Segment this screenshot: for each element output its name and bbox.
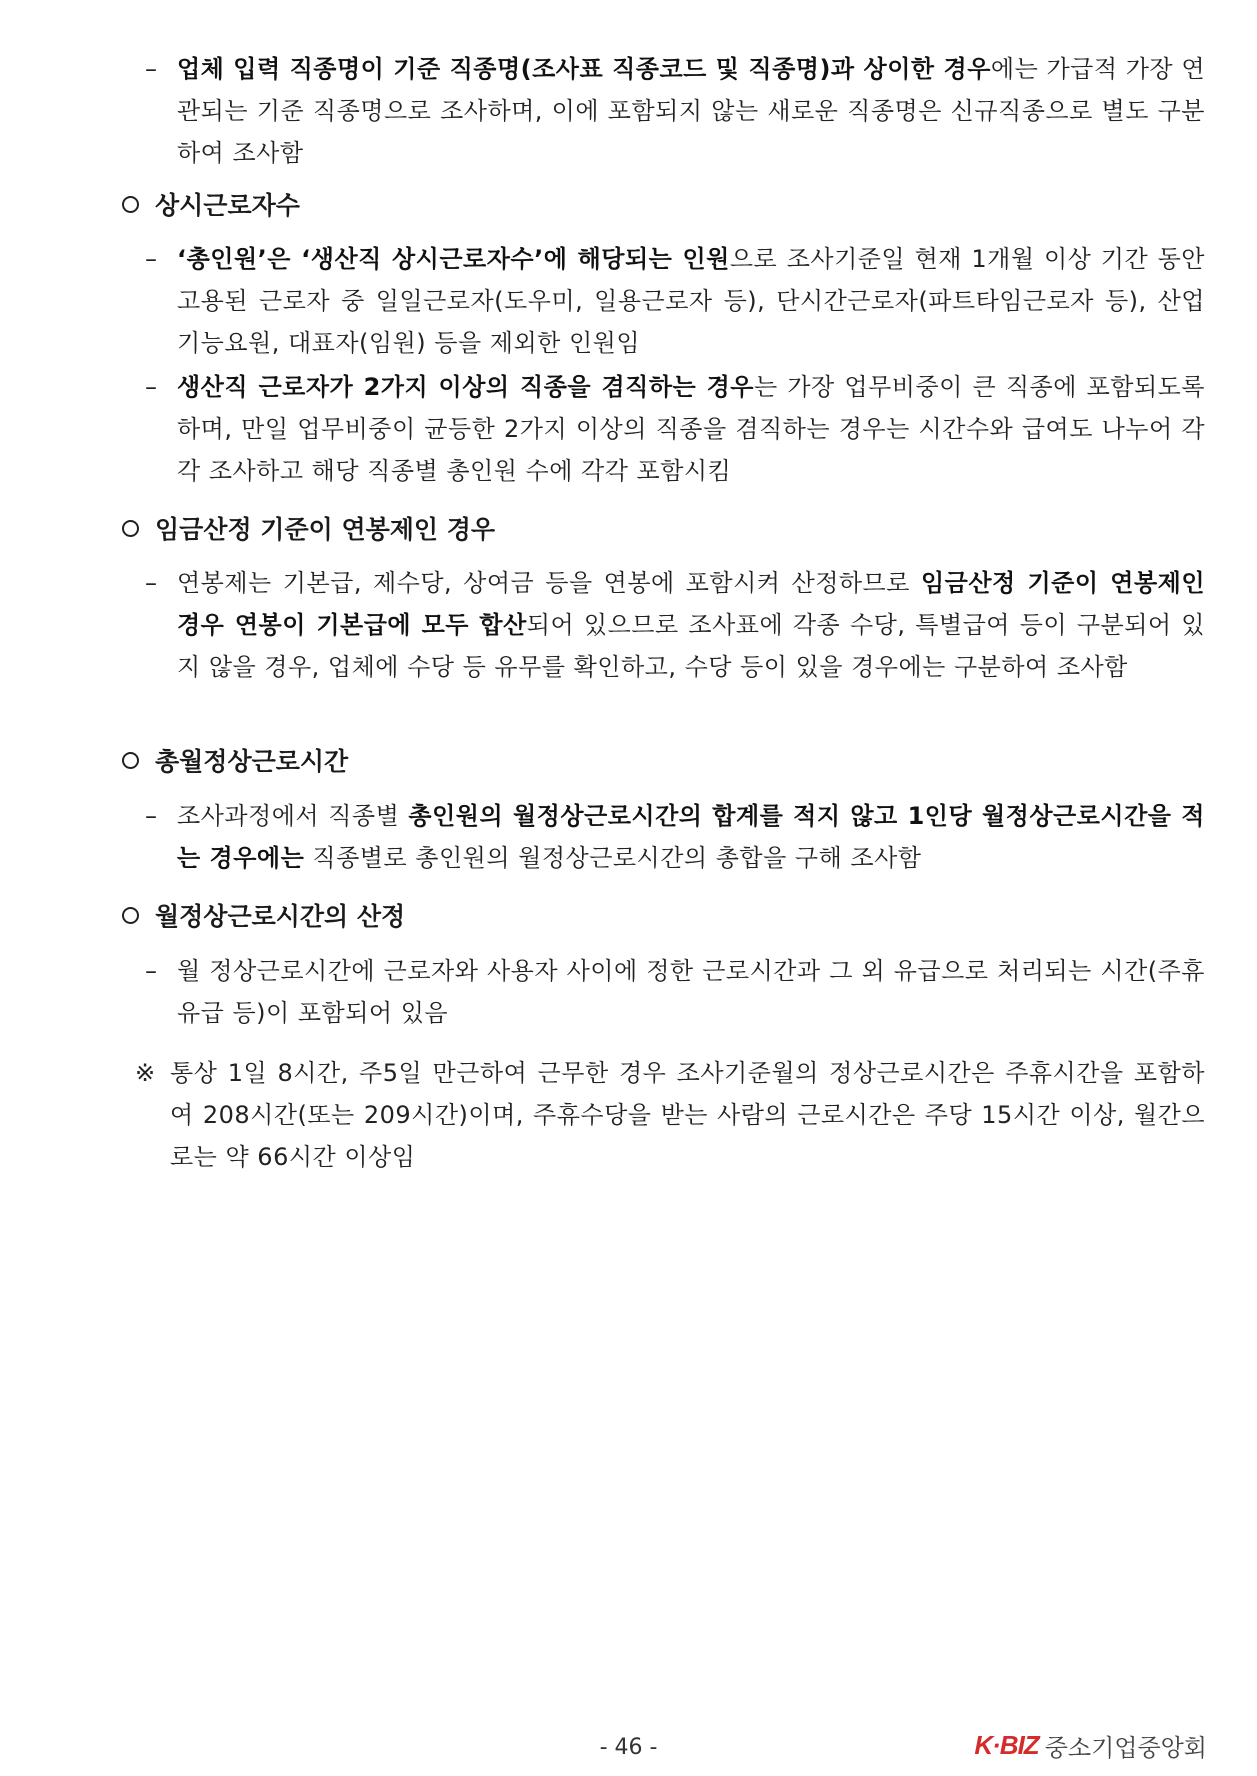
section-heading-regular-workers — [122, 186, 300, 226]
circle-bullet-icon — [122, 520, 139, 537]
logo-brand: K·BIZ — [974, 1730, 1039, 1760]
paragraph-job-name-mismatch — [145, 48, 1205, 174]
dash-marker: – — [145, 55, 158, 83]
body-text: 으로 조사기준일 현재 1개월 이상 기간 동안 고용된 근로자 중 일일근로자(도우미, 일용근로자 등), 단시간근로자(파트타임근로자 등), 산업기능요원, 대표자(임원) 등을 제외한 인원임 — [177, 245, 1205, 357]
page-number: - 46 - — [599, 1735, 658, 1760]
reference-note — [135, 1052, 1205, 1178]
dash-marker: – — [145, 245, 158, 273]
paragraph-total-headcount — [145, 238, 1205, 364]
heading-text: 월정상근로시간의 산정 — [155, 902, 406, 931]
paragraph-monthly-hours-calc — [145, 950, 1205, 1034]
dash-marker: – — [145, 569, 158, 597]
section-heading-monthly-hours-calc — [122, 897, 405, 937]
heading-text: 임금산정 기준이 연봉제인 경우 — [155, 515, 496, 544]
circle-bullet-icon — [122, 752, 139, 769]
paragraph-text — [177, 569, 1205, 681]
dash-marker: – — [145, 373, 158, 401]
body-text: 직종별로 총인원의 월정상근로시간의 총합을 구해 조사함 — [304, 844, 922, 872]
section-heading-annual-salary — [122, 510, 495, 550]
reference-mark: ※ — [135, 1059, 156, 1087]
body-text: 되어 있으므로 조사표에 각종 수당, 특별급여 등이 구분되어 있지 않을 경우, 업체에 수당 등 유무를 확인하고, 수당 등이 있을 경우에는 구분하여 조사함 — [177, 611, 1205, 681]
paragraph-total-monthly-hours — [145, 795, 1205, 879]
paragraph-text — [177, 802, 1205, 872]
paragraph-multiple-jobs — [145, 366, 1205, 492]
body-text: 월 정상근로시간에 근로자와 사용자 사이에 정한 근로시간과 그 외 유급으로 처리되는 시간(주휴유급 등)이 포함되어 있음 — [177, 957, 1205, 1027]
paragraph-annual-salary — [145, 562, 1205, 688]
circle-bullet-icon — [122, 907, 139, 924]
logo-org-name: 중소기업중앙회 — [1044, 1734, 1207, 1762]
emphasized-text: 업체 입력 직종명이 기준 직종명(조사표 직종코드 및 직종명)과 상이한 경우 — [177, 55, 991, 83]
heading-text: 상시근로자수 — [155, 191, 300, 220]
dash-marker: – — [145, 802, 158, 830]
paragraph-text — [177, 957, 1205, 1027]
paragraph-text — [177, 55, 1205, 167]
body-text: 연봉제는 기본급, 제수당, 상여금 등을 연봉에 포함시켜 산정하므로 — [177, 569, 921, 597]
kbiz-logo — [974, 1728, 1207, 1763]
circle-bullet-icon — [122, 196, 139, 213]
body-text: 는 가장 업무비중이 큰 직종에 포함되도록 하며, 만일 업무비중이 균등한 2가지 이상의 직종을 겸직하는 경우는 시간수와 급여도 나누어 각각 조사하고 해당 직종별 총인원 수에 각각 포함시킴 — [177, 373, 1205, 485]
dash-marker: – — [145, 957, 158, 985]
paragraph-text — [177, 245, 1205, 357]
section-heading-total-monthly-hours — [122, 742, 348, 782]
body-text: 에는 가급적 가장 연관되는 기준 직종명으로 조사하며, 이에 포함되지 않는 새로운 직종명은 신규직종으로 별도 구분하여 조사함 — [177, 55, 1206, 167]
heading-text: 총월정상근로시간 — [155, 747, 349, 776]
body-text: 조사과정에서 직종별 — [177, 802, 409, 830]
paragraph-text — [177, 373, 1205, 485]
emphasized-text: 생산직 근로자가 2가지 이상의 직종을 겸직하는 경우 — [177, 373, 754, 401]
note-text: 통상 1일 8시간, 주5일 만근하여 근무한 경우 조사기준월의 정상근로시간은 주휴시간을 포함하여 208시간(또는 209시간)이며, 주휴수당을 받는 사람의 근로시간은 주당 15시간 이상, 월간으로는 약 66시간 이상임 — [170, 1059, 1205, 1171]
emphasized-text: 총인원의 월정상근로시간의 합계를 적지 않고 1인당 월정상근로시간을 적는 경우에는 — [177, 802, 1205, 872]
emphasized-text: ‘총인원’은 ‘생산직 상시근로자수’에 해당되는 인원 — [177, 245, 730, 273]
emphasized-text: 임금산정 기준이 연봉제인 경우 연봉이 기본급에 모두 합산 — [177, 569, 1206, 639]
